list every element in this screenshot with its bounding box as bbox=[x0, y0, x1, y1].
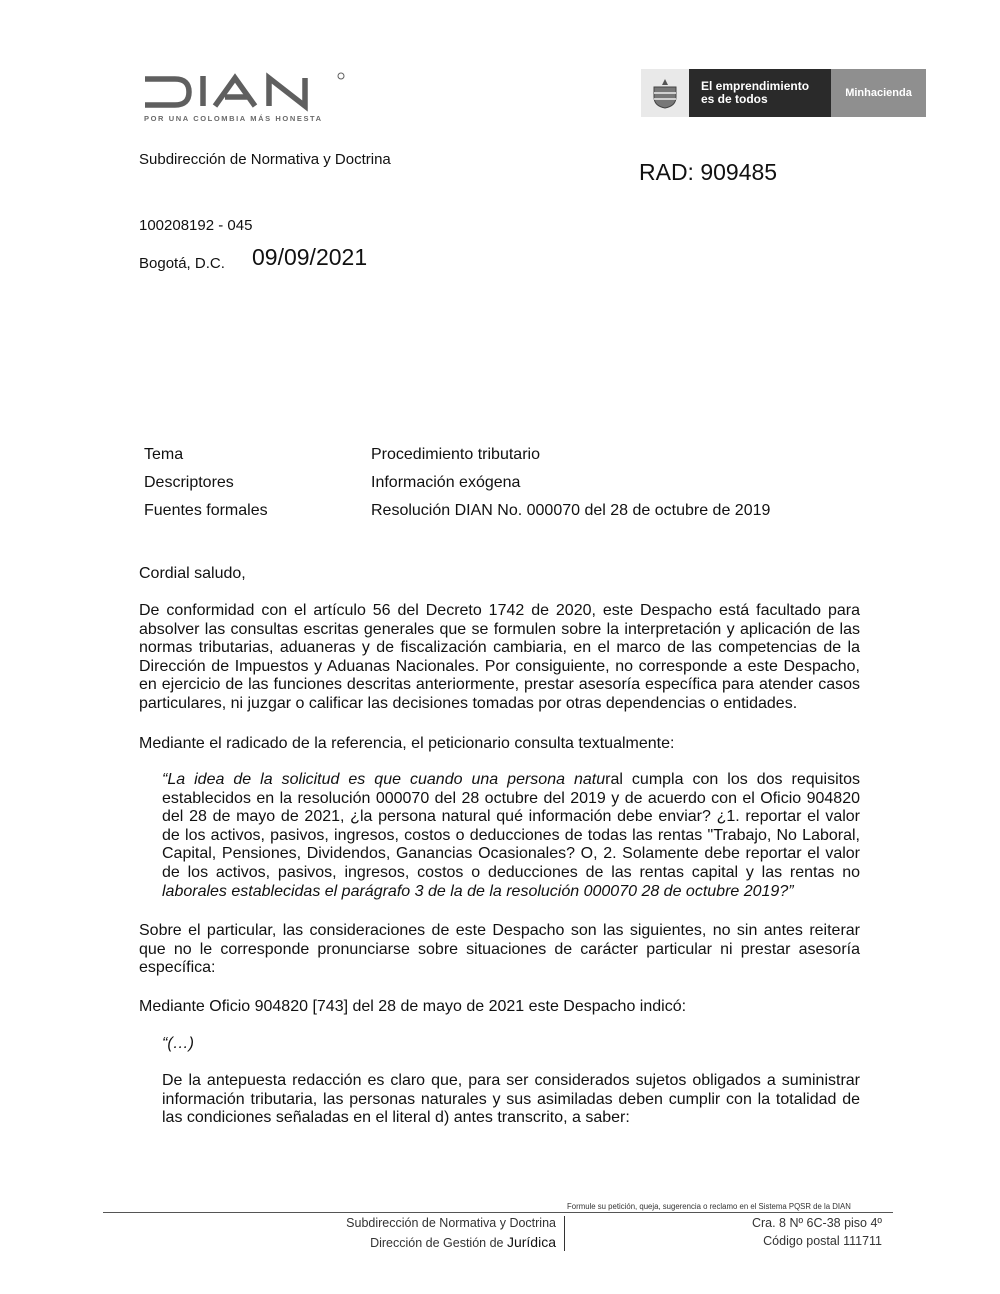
radicado-number: 100208192 - 045 bbox=[139, 217, 253, 234]
topic-key: Descriptores bbox=[144, 474, 234, 491]
paragraph-redaccion: De la antepuesta redacción es claro que, para ser considerados sujetos obligados a suministrar información tributaria, las personas naturales y sus asimiladas deben cumplir con la totalidad de las condiciones señaladas en el literal d) antes transcrito, a saber: bbox=[162, 1072, 860, 1127]
quote-italic-start: “La idea de la solicitud es que cuando una persona natu bbox=[162, 771, 606, 788]
topic-key: Tema bbox=[144, 446, 184, 463]
paragraph-consulta-intro: Mediante el radicado de la referencia, el peticionario consulta textualmente: bbox=[139, 735, 675, 752]
footer-direccion bbox=[370, 1234, 556, 1250]
topic-row bbox=[144, 446, 770, 474]
paragraph-consideraciones: Sobre el particular, las consideraciones de este Despacho son las siguientes, no sin antes reiterar que no le corresponde pronunciarse sobre situaciones de carácter particular ni prestar asesoría específica: bbox=[139, 922, 860, 977]
topic-value: Resolución DIAN No. 000070 del 28 de octubre de 2019 bbox=[371, 502, 771, 519]
topic-row bbox=[144, 502, 770, 530]
ministry-label: Minhacienda bbox=[831, 69, 926, 117]
quote-regular: ral cumpla con los dos requisitos establecidos en la resolución 000070 del 28 octubre del 2019 y de acuerdo con el Oficio 904820 del 28 de mayo de 2021, ¿la persona natural qué información debe enviar? ¿1. reportar el valor de los activos, pasivos, ingresos, costos o deducciones de todas las rentas "Trabajo, No Laboral, Capital, Pensiones, Dividendos, Ganancias Ocasionales? O, 2. Solamente debe reportar el valor de los activos, pasivos, ingresos, costos o deducciones de las rentas capital y las rentas no bbox=[162, 771, 861, 881]
topic-value: Procedimiento tributario bbox=[371, 446, 540, 463]
greeting: Cordial saludo, bbox=[139, 565, 246, 582]
gov-banner bbox=[641, 69, 926, 117]
topic-key: Fuentes formales bbox=[144, 502, 268, 519]
footer-vertical-divider bbox=[564, 1216, 565, 1251]
footer-postal-code: Código postal 111711 bbox=[763, 1234, 882, 1248]
dian-wordmark-icon bbox=[143, 70, 353, 112]
footer-pqsr-note: Formule su petición, queja, sugerencia o reclamo en el Sistema PQSR de la DIAN bbox=[567, 1202, 851, 1211]
footer-direccion-prefix: Dirección de Gestión de bbox=[370, 1236, 507, 1250]
quote-italic-end: laborales establecidas el parágrafo 3 de la de la resolución 000070 28 de octubre 2019?” bbox=[162, 882, 794, 900]
quote-ellipsis: “(…) bbox=[162, 1035, 194, 1052]
footer-direccion-emph: Jurídica bbox=[506, 1234, 556, 1250]
date-stamp: 09/09/2021 bbox=[252, 244, 368, 270]
rad-number: RAD: 909485 bbox=[639, 159, 778, 185]
coat-of-arms-icon bbox=[641, 69, 689, 117]
city-label: Bogotá, D.C. bbox=[139, 255, 225, 272]
quote-block bbox=[162, 771, 860, 901]
gov-slogan-line2: es de todos bbox=[701, 92, 768, 106]
topic-value: Información exógena bbox=[371, 474, 521, 491]
paragraph-competence: De conformidad con el artículo 56 del Decreto 1742 de 2020, este Despacho está facultado para absolver las consultas escritas generales que se formulen sobre la interpretación y aplicación de las normas tributarias, aduaneras y de fiscalización cambiaria, en el marco de las competencias de la Dirección de Impuestos y Aduanas Nacionales. Por consiguiente, no corresponde a este Despacho, en ejercicio de las funciones descritas anteriormente, prestar asesoría específica para atender casos particulares, ni juzgar o calificar las decisiones tomadas por otras dependencias o entidades. bbox=[139, 602, 860, 712]
footer-subdireccion: Subdirección de Normativa y Doctrina bbox=[346, 1216, 556, 1230]
paragraph-oficio: Mediante Oficio 904820 [743] del 28 de mayo de 2021 este Despacho indicó: bbox=[139, 998, 687, 1015]
gov-slogan bbox=[689, 69, 831, 117]
dian-tagline: POR UNA COLOMBIA MÁS HONESTA bbox=[144, 114, 323, 123]
gov-slogan-line1: El emprendimiento bbox=[701, 79, 810, 93]
subdireccion-label: Subdirección de Normativa y Doctrina bbox=[139, 151, 391, 168]
footer-address: Cra. 8 Nº 6C-38 piso 4º bbox=[751, 1216, 882, 1230]
footer-divider-line bbox=[103, 1212, 893, 1213]
topic-row bbox=[144, 474, 770, 502]
topic-table bbox=[144, 446, 770, 530]
